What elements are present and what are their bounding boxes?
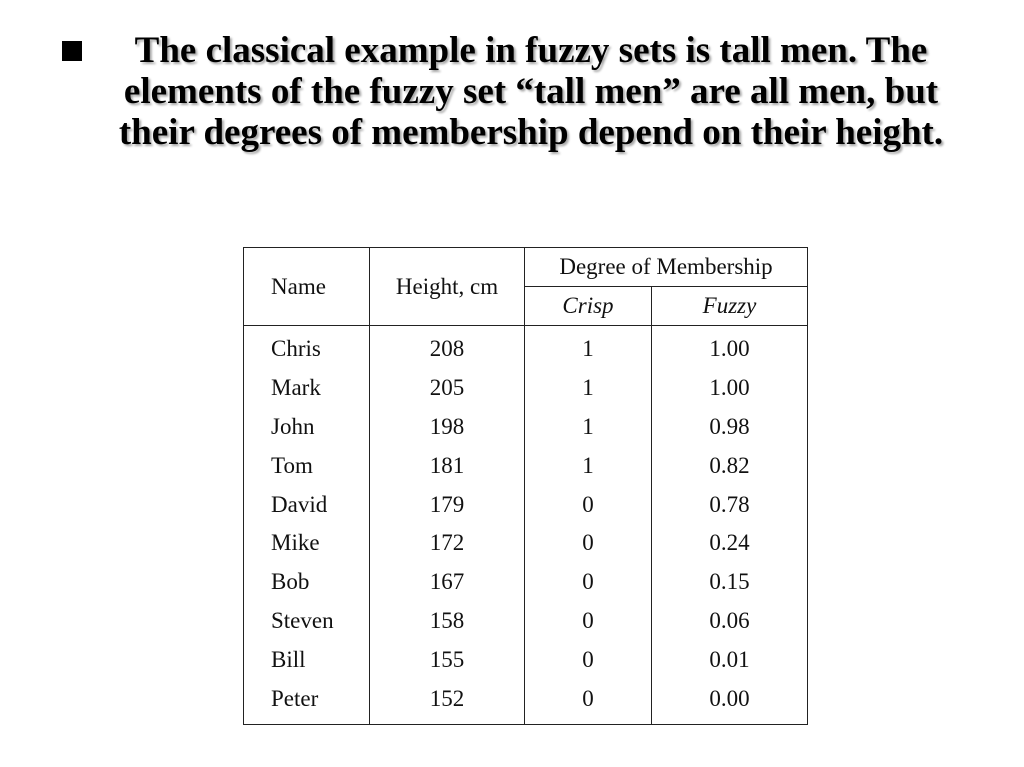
cell-crisp: 0 bbox=[525, 602, 652, 641]
cell-fuzzy: 0.82 bbox=[652, 446, 808, 485]
header-name: Name bbox=[244, 248, 370, 326]
table-row bbox=[244, 640, 808, 679]
cell-height: 167 bbox=[370, 563, 525, 602]
table-row bbox=[244, 446, 808, 485]
cell-fuzzy: 0.15 bbox=[652, 563, 808, 602]
cell-crisp: 0 bbox=[525, 524, 652, 563]
cell-name: Bob bbox=[244, 563, 370, 602]
cell-fuzzy: 0.24 bbox=[652, 524, 808, 563]
cell-fuzzy: 0.98 bbox=[652, 408, 808, 447]
header-fuzzy: Fuzzy bbox=[652, 287, 808, 326]
cell-height: 208 bbox=[370, 326, 525, 369]
cell-name: Mark bbox=[244, 369, 370, 408]
header-degree-of-membership: Degree of Membership bbox=[525, 248, 808, 287]
cell-height: 155 bbox=[370, 640, 525, 679]
table-row bbox=[244, 524, 808, 563]
cell-fuzzy: 0.00 bbox=[652, 679, 808, 724]
cell-crisp: 0 bbox=[525, 679, 652, 724]
bullet-text: The classical example in fuzzy sets is tall men. The elements of the fuzzy set “tall men” are all men, but their degrees of membership depend on their height. bbox=[118, 30, 944, 153]
cell-name: Mike bbox=[244, 524, 370, 563]
cell-height: 172 bbox=[370, 524, 525, 563]
cell-crisp: 1 bbox=[525, 408, 652, 447]
cell-crisp: 1 bbox=[525, 326, 652, 369]
table-body bbox=[244, 326, 808, 725]
cell-height: 205 bbox=[370, 369, 525, 408]
cell-crisp: 0 bbox=[525, 563, 652, 602]
header-crisp: Crisp bbox=[525, 287, 652, 326]
cell-name: Peter bbox=[244, 679, 370, 724]
cell-fuzzy: 0.01 bbox=[652, 640, 808, 679]
table-row bbox=[244, 563, 808, 602]
cell-fuzzy: 1.00 bbox=[652, 369, 808, 408]
cell-fuzzy: 1.00 bbox=[652, 326, 808, 369]
cell-crisp: 0 bbox=[525, 640, 652, 679]
cell-height: 198 bbox=[370, 408, 525, 447]
table-row bbox=[244, 602, 808, 641]
cell-crisp: 1 bbox=[525, 369, 652, 408]
square-bullet-icon bbox=[62, 41, 82, 61]
cell-height: 158 bbox=[370, 602, 525, 641]
cell-fuzzy: 0.06 bbox=[652, 602, 808, 641]
cell-name: Bill bbox=[244, 640, 370, 679]
cell-name: Steven bbox=[244, 602, 370, 641]
cell-height: 152 bbox=[370, 679, 525, 724]
cell-name: Tom bbox=[244, 446, 370, 485]
cell-height: 181 bbox=[370, 446, 525, 485]
table-row bbox=[244, 408, 808, 447]
table-row bbox=[244, 679, 808, 724]
membership-table-container bbox=[243, 247, 808, 725]
table-row bbox=[244, 369, 808, 408]
cell-crisp: 0 bbox=[525, 485, 652, 524]
cell-height: 179 bbox=[370, 485, 525, 524]
table-row bbox=[244, 485, 808, 524]
table-row bbox=[244, 326, 808, 369]
cell-name: John bbox=[244, 408, 370, 447]
membership-table bbox=[243, 247, 808, 725]
header-height: Height, cm bbox=[370, 248, 525, 326]
cell-name: Chris bbox=[244, 326, 370, 369]
cell-crisp: 1 bbox=[525, 446, 652, 485]
cell-name: David bbox=[244, 485, 370, 524]
bullet-point bbox=[62, 30, 962, 153]
cell-fuzzy: 0.78 bbox=[652, 485, 808, 524]
